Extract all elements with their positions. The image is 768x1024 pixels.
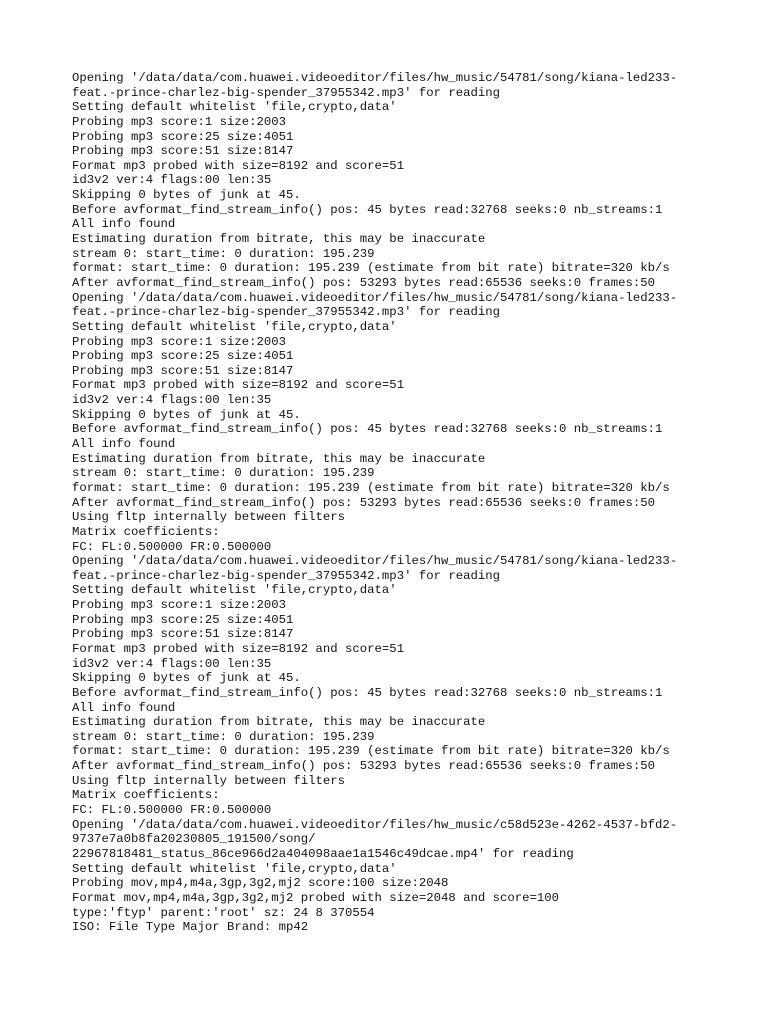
- log-line: Using fltp internally between filters: [72, 773, 346, 788]
- log-line: Probing mov,mp4,m4a,3gp,3g2,mj2 score:100 size:2048: [72, 876, 449, 891]
- log-line: Format mp3 probed with size=8192 and score=51: [72, 378, 405, 393]
- log-line: feat.-prince-charlez-big-spender_37955342.mp3' for reading: [72, 85, 501, 100]
- log-line: format: start_time: 0 duration: 195.239 (estimate from bit rate) bitrate=320 kb/s: [72, 261, 670, 276]
- log-line: format: start_time: 0 duration: 195.239 (estimate from bit rate) bitrate=320 kb/s: [72, 480, 670, 495]
- log-line: format: start_time: 0 duration: 195.239 (estimate from bit rate) bitrate=320 kb/s: [72, 744, 670, 759]
- log-line: FC: FL:0.500000 FR:0.500000: [72, 803, 272, 818]
- log-line: Opening '/data/data/com.huawei.videoeditor/files/hw_music/c58d523e-4262-4537-bfd2-: [72, 817, 678, 832]
- log-line: Matrix coefficients:: [72, 524, 220, 539]
- log-line: Probing mp3 score:1 size:2003: [72, 598, 287, 613]
- log-line: feat.-prince-charlez-big-spender_37955342.mp3' for reading: [72, 305, 501, 320]
- log-line: stream 0: start_time: 0 duration: 195.239: [72, 466, 375, 481]
- log-line: Setting default whitelist 'file,crypto,data': [72, 319, 397, 334]
- log-line: Using fltp internally between filters: [72, 510, 346, 525]
- log-line: Before avformat_find_stream_info() pos: 45 bytes read:32768 seeks:0 nb_streams:1: [72, 685, 663, 700]
- log-line: Probing mp3 score:51 size:8147: [72, 627, 294, 642]
- log-line: Probing mp3 score:1 size:2003: [72, 334, 287, 349]
- log-line: Format mp3 probed with size=8192 and score=51: [72, 641, 405, 656]
- log-line: Probing mp3 score:51 size:8147: [72, 363, 294, 378]
- log-line: stream 0: start_time: 0 duration: 195.239: [72, 729, 375, 744]
- log-line: Probing mp3 score:25 size:4051: [72, 349, 294, 364]
- log-line: Probing mp3 score:25 size:4051: [72, 129, 294, 144]
- log-line: Probing mp3 score:51 size:8147: [72, 144, 294, 159]
- log-line: All info found: [72, 437, 176, 452]
- log-line: Opening '/data/data/com.huawei.videoeditor/files/hw_music/54781/song/kiana-led233-: [72, 554, 678, 569]
- log-line: id3v2 ver:4 flags:00 len:35: [72, 173, 272, 188]
- log-line: Estimating duration from bitrate, this may be inaccurate: [72, 451, 486, 466]
- log-line: After avformat_find_stream_info() pos: 53293 bytes read:65536 seeks:0 frames:50: [72, 495, 655, 510]
- log-line: After avformat_find_stream_info() pos: 53293 bytes read:65536 seeks:0 frames:50: [72, 759, 655, 774]
- log-line: Skipping 0 bytes of junk at 45.: [72, 671, 301, 686]
- log-line: Probing mp3 score:25 size:4051: [72, 612, 294, 627]
- log-line: All info found: [72, 217, 176, 232]
- log-line: Opening '/data/data/com.huawei.videoeditor/files/hw_music/54781/song/kiana-led233-: [72, 71, 678, 85]
- log-line: Opening '/data/data/com.huawei.videoeditor/files/hw_music/54781/song/kiana-led233-: [72, 290, 678, 305]
- log-line: 22967818481_status_86ce966d2a404098aae1a1546c49dcae.mp4' for reading: [72, 846, 574, 861]
- log-line: Format mov,mp4,m4a,3gp,3g2,mj2 probed with size=2048 and score=100: [72, 890, 560, 905]
- log-line: After avformat_find_stream_info() pos: 53293 bytes read:65536 seeks:0 frames:50: [72, 275, 655, 290]
- log-line: feat.-prince-charlez-big-spender_37955342.mp3' for reading: [72, 568, 501, 583]
- log-text-block: [72, 71, 732, 935]
- log-line: All info found: [72, 700, 176, 715]
- log-line: Setting default whitelist 'file,crypto,data': [72, 100, 397, 115]
- log-line: Skipping 0 bytes of junk at 45.: [72, 407, 301, 422]
- log-line: Setting default whitelist 'file,crypto,data': [72, 583, 397, 598]
- log-line: Setting default whitelist 'file,crypto,data': [72, 861, 397, 876]
- log-line: Probing mp3 score:1 size:2003: [72, 114, 287, 129]
- log-line: Skipping 0 bytes of junk at 45.: [72, 188, 301, 203]
- log-line: Estimating duration from bitrate, this may be inaccurate: [72, 715, 486, 730]
- log-line: id3v2 ver:4 flags:00 len:35: [72, 393, 272, 408]
- log-line: Before avformat_find_stream_info() pos: 45 bytes read:32768 seeks:0 nb_streams:1: [72, 422, 663, 437]
- log-line: 9737e7a0b8fa20230805_191500/song/: [72, 832, 316, 847]
- log-line: stream 0: start_time: 0 duration: 195.239: [72, 246, 375, 261]
- log-line: Format mp3 probed with size=8192 and score=51: [72, 158, 405, 173]
- log-line: ISO: File Type Major Brand: mp42: [72, 920, 309, 935]
- log-line: Matrix coefficients:: [72, 788, 220, 803]
- log-line: Before avformat_find_stream_info() pos: 45 bytes read:32768 seeks:0 nb_streams:1: [72, 202, 663, 217]
- log-line: Estimating duration from bitrate, this may be inaccurate: [72, 232, 486, 247]
- log-line: FC: FL:0.500000 FR:0.500000: [72, 539, 272, 554]
- log-line: type:'ftyp' parent:'root' sz: 24 8 370554: [72, 905, 375, 920]
- log-line: id3v2 ver:4 flags:00 len:35: [72, 656, 272, 671]
